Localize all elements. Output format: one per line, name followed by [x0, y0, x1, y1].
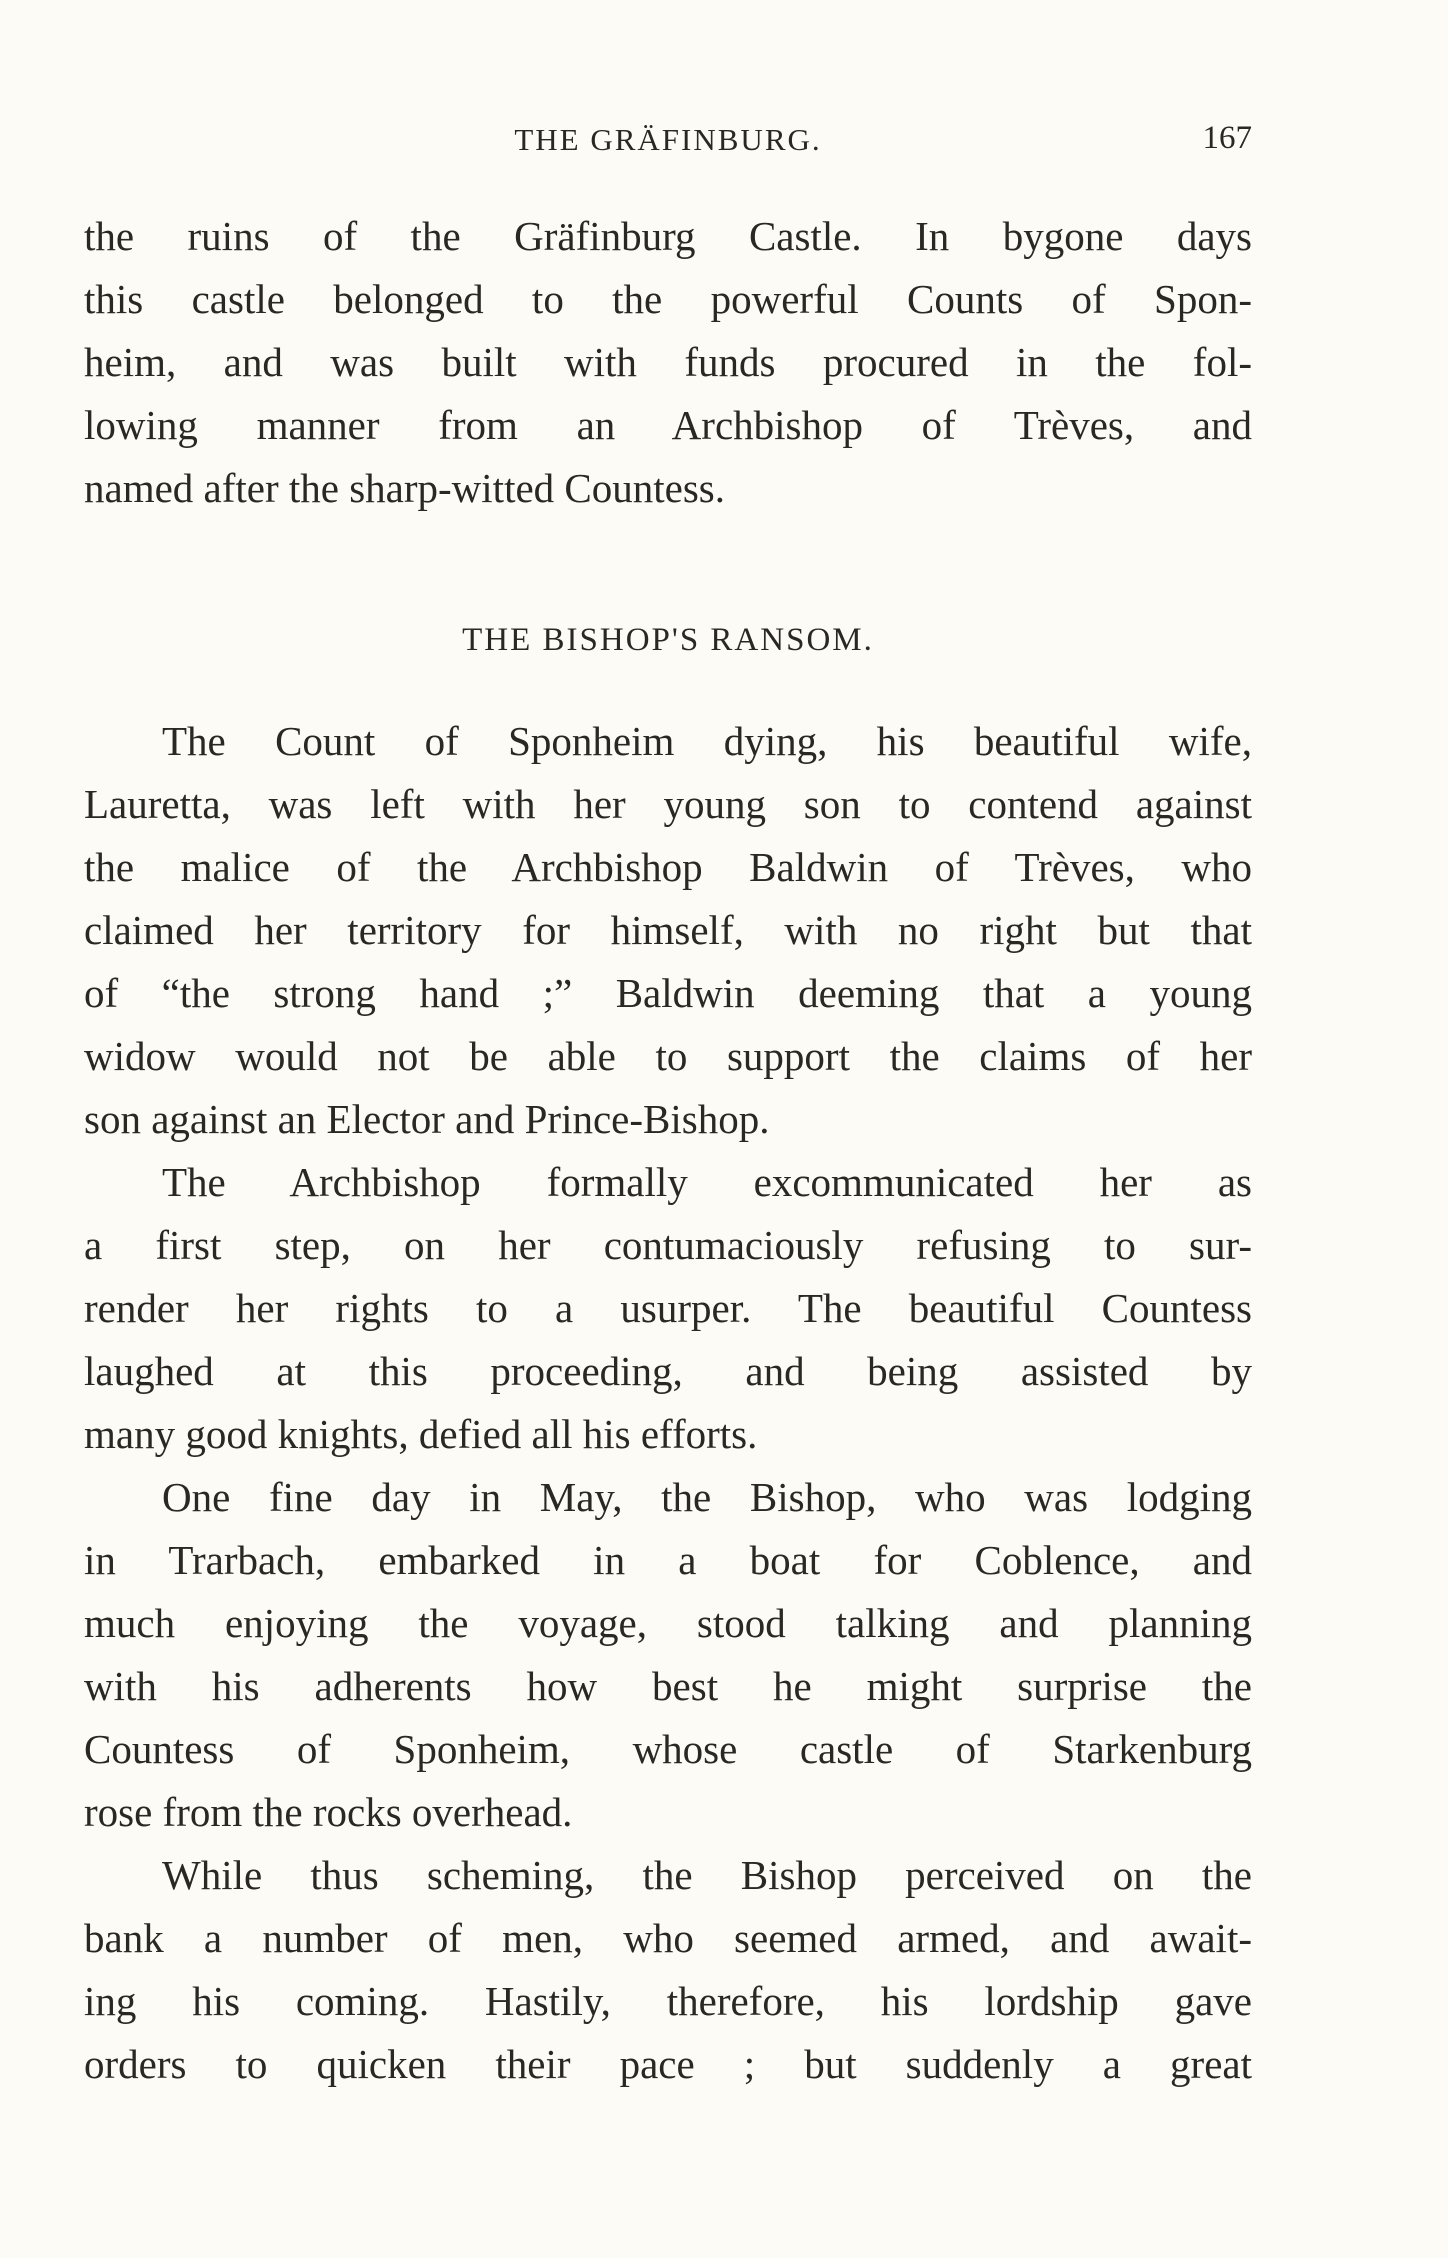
section-title: THE BISHOP'S RANSOM. [462, 622, 874, 658]
text-line: ing his coming. Hastily, therefore, his lordship gave [84, 1978, 1252, 2024]
text-line: Lauretta, was left with her young son to contend against [84, 781, 1252, 827]
text-line: named after the sharp-witted Countess. [84, 465, 726, 511]
text-line: heim, and was built with funds procured in the fol- [84, 339, 1252, 385]
text-line: laughed at this proceeding, and being assisted by [84, 1348, 1252, 1394]
running-title: THE GRÄFINBURG. [514, 122, 822, 157]
text-line: this castle belonged to the powerful Counts of Spon- [84, 276, 1252, 322]
text-line: with his adherents how best he might surprise the [84, 1663, 1252, 1709]
text-line: many good knights, defied all his efforts. [84, 1411, 758, 1457]
text-line: son against an Elector and Prince-Bishop. [84, 1096, 770, 1142]
text-line: a first step, on her contumaciously refusing to sur- [84, 1222, 1252, 1268]
text-line: the malice of the Archbishop Baldwin of Trèves, who [84, 844, 1252, 890]
text-line: The Count of Sponheim dying, his beautiful wife, [162, 718, 1252, 764]
text-line: The Archbishop formally excommunicated her as [162, 1159, 1252, 1205]
text-line: in Trarbach, embarked in a boat for Coblence, and [84, 1537, 1252, 1583]
text-line: much enjoying the voyage, stood talking and planning [84, 1600, 1252, 1646]
intro-paragraph [84, 205, 1252, 520]
text-line: render her rights to a usurper. The beautiful Countess [84, 1285, 1252, 1331]
text-line: rose from the rocks overhead. [84, 1789, 573, 1835]
body-text [84, 710, 1252, 2096]
text-line: Countess of Sponheim, whose castle of Starkenburg [84, 1726, 1252, 1772]
text-line: One fine day in May, the Bishop, who was lodging [162, 1474, 1252, 1520]
running-head [84, 118, 1252, 162]
text-line: lowing manner from an Archbishop of Trèves, and [84, 402, 1252, 448]
text-line: orders to quicken their pace ; but suddenly a great [84, 2041, 1252, 2087]
text-line: widow would not be able to support the claims of her [84, 1033, 1252, 1079]
text-line: While thus scheming, the Bishop perceived on the [162, 1852, 1252, 1898]
text-line: the ruins of the Gräfinburg Castle. In bygone days [84, 213, 1252, 259]
text-line: of “the strong hand ;” Baldwin deeming that a young [84, 970, 1252, 1016]
page-number: 167 [1202, 120, 1252, 156]
text-line: bank a number of men, who seemed armed, and await- [84, 1915, 1252, 1961]
text-line: claimed her territory for himself, with no right but that [84, 907, 1252, 953]
